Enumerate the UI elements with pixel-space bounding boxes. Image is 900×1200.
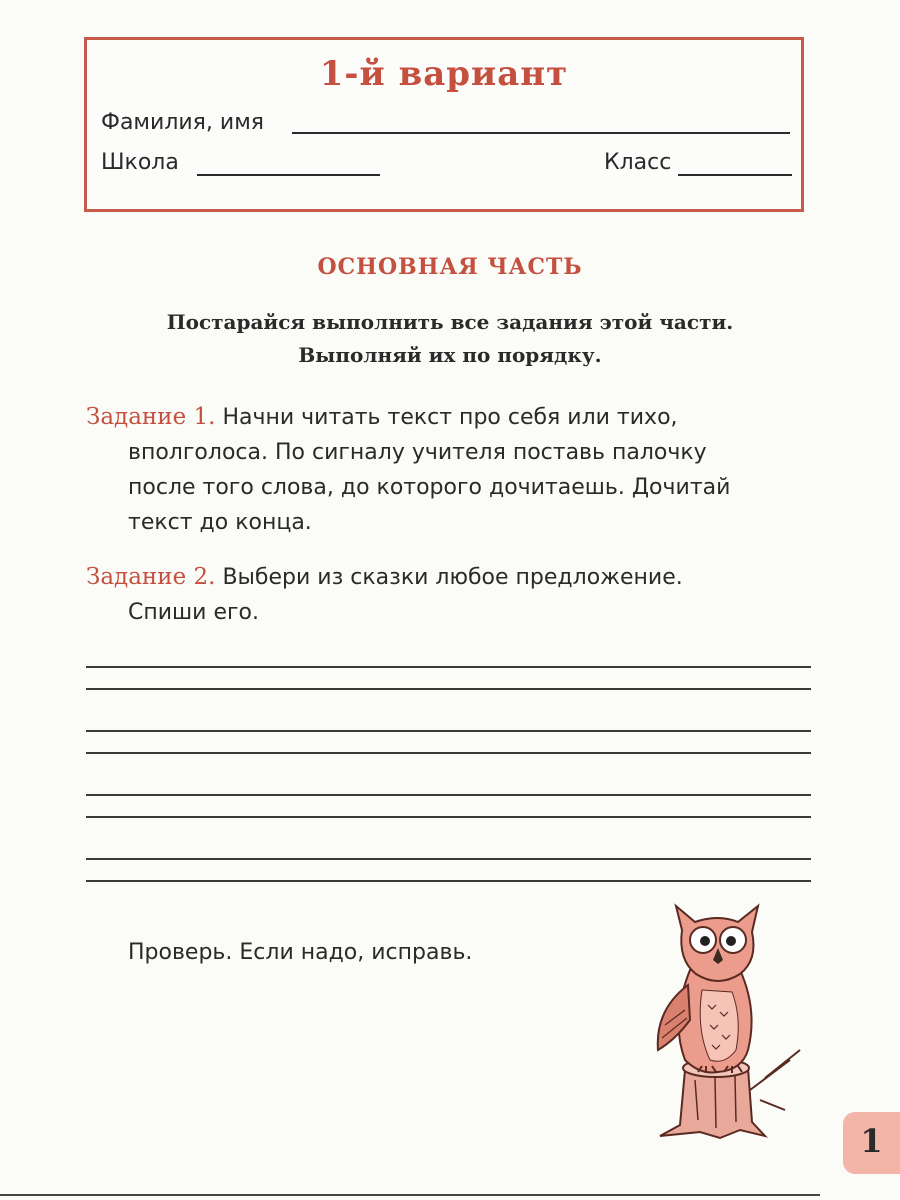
task-2-label: Задание 2. <box>86 564 216 590</box>
task-1-label: Задание 1. <box>86 404 216 430</box>
task-1-text-line-1: Начни читать текст про себя или тихо, <box>215 405 678 430</box>
class-label: Класс <box>604 150 672 175</box>
class-field[interactable] <box>678 174 792 176</box>
surname-field[interactable] <box>292 132 790 134</box>
task-2-text-line-1: Выбери из сказки любое предложение. <box>215 565 683 590</box>
task-2 <box>86 560 811 630</box>
task-1-text-line-3: после того слова, до которого дочитаешь. Дочитай <box>128 475 731 500</box>
task-1-text-line-4: текст до конца. <box>128 510 312 535</box>
school-field[interactable] <box>197 174 380 176</box>
writing-line[interactable] <box>86 666 811 668</box>
surname-label: Фамилия, имя <box>101 110 265 135</box>
page-number-tab <box>843 1112 900 1174</box>
page-number: 1 <box>860 1122 883 1160</box>
instruction-line-1: Постарайся выполнить все задания этой части. <box>166 310 734 334</box>
writing-line[interactable] <box>86 880 811 882</box>
writing-line[interactable] <box>86 752 811 754</box>
student-info-box <box>84 37 804 212</box>
writing-line[interactable] <box>86 858 811 860</box>
task-1 <box>86 400 811 540</box>
task-2-text-line-2: Спиши его. <box>128 600 260 625</box>
school-label: Школа <box>101 150 179 175</box>
instruction-line-2: Выполняй их по порядку. <box>298 343 602 367</box>
section-title: ОСНОВНАЯ ЧАСТЬ <box>317 254 583 280</box>
variant-title: 1-й вариант <box>319 54 569 94</box>
writing-line[interactable] <box>86 688 811 690</box>
task-1-text-line-2: вполголоса. По сигналу учителя поставь палочку <box>128 440 707 465</box>
owl-illustration <box>640 900 810 1140</box>
writing-line[interactable] <box>86 730 811 732</box>
bottom-divider <box>0 1194 820 1196</box>
check-instruction: Проверь. Если надо, исправь. <box>128 940 473 965</box>
writing-line[interactable] <box>86 816 811 818</box>
writing-line[interactable] <box>86 794 811 796</box>
